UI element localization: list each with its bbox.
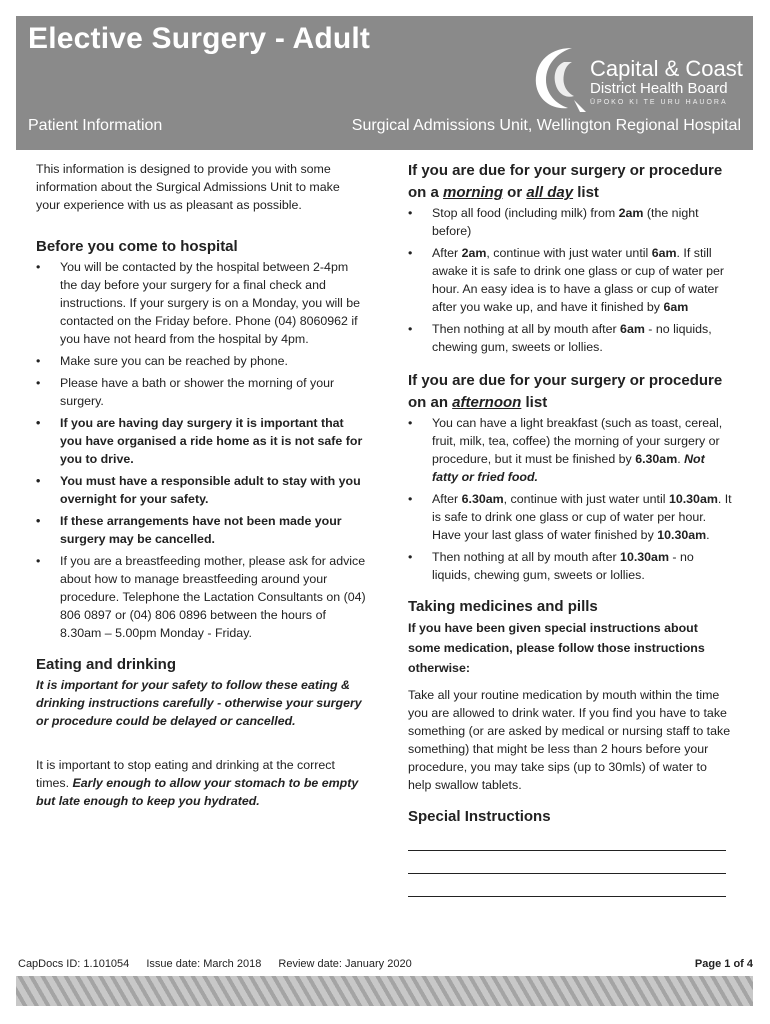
list-item: • You can have a light breakfast (such as toast, cereal, fruit, milk, tea, coffee) the morning of your surgery or procedure, but it must be finished by 6.30am. Not fatty or fried food. bbox=[408, 414, 733, 486]
footer bbox=[18, 958, 753, 970]
issue-date: Issue date: March 2018 bbox=[146, 958, 262, 970]
medicines-heading: Taking medicines and pills bbox=[408, 598, 598, 615]
list-item: • You must have a responsible adult to stay with you overnight for your safety. bbox=[36, 472, 366, 508]
morning-list bbox=[408, 204, 733, 356]
list-item: • If these arrangements have not been made your surgery may be cancelled. bbox=[36, 512, 366, 548]
before-hospital-list bbox=[36, 258, 366, 642]
capdocs-id: CapDocs ID: 1.101054 bbox=[18, 958, 130, 970]
page-number: Page 1 of 4 bbox=[694, 958, 753, 970]
list-item: • Make sure you can be reached by phone. bbox=[36, 352, 366, 370]
list-item: • You will be contacted by the hospital between 2-4pm the day before your surgery for a final check and instructions. If your surgery is on a Monday, you will be contacted on the Friday before. Phone (04) 8060962 if you have not heard from the hospital by 4pm. bbox=[36, 258, 366, 348]
document-title: Elective Surgery - Adult bbox=[28, 22, 371, 55]
header-banner bbox=[16, 16, 753, 150]
logo-line-1: Capital & Coast bbox=[590, 56, 743, 81]
ccdhb-logo bbox=[528, 42, 753, 112]
logo-line-2: District Health Board bbox=[590, 80, 728, 97]
list-item: • Then nothing at all by mouth after 6am - no liquids, chewing gum, sweets or lollies. bbox=[408, 320, 733, 356]
eating-drinking-heading: Eating and drinking bbox=[36, 656, 177, 673]
list-item: • After 6.30am, continue with just water until 10.30am. It is safe to drink one glass or cup of water per hour. Have your last glass of water finished by 10.30am. bbox=[408, 490, 733, 544]
medicines-paragraph: Take all your routine medication by mouth within the time you are allowed to drink water. If you find you have to take something (or are asked by medical or nursing staff to take something) that might be less than 2 hours before your procedure, you may take sips (up to 30mls) of water to help swallow tablets. bbox=[408, 688, 731, 792]
eating-warning: It is important for your safety to follow these eating & drinking instructions carefully - otherwise your surgery or procedure could be delayed or cancelled. bbox=[36, 678, 362, 728]
list-item: • If you are a breastfeeding mother, please ask for advice about how to manage breastfeeding around your procedure. Telephone the Lactation Consultants on (04) 806 0897 or (04) 806 0896 between the hours of 8.30am – 5.00pm Monday - Friday. bbox=[36, 552, 366, 642]
logo-swirl-icon bbox=[528, 42, 588, 114]
footer-pattern-band bbox=[16, 976, 753, 1006]
eating-paragraph-text: It is important to stop eating and drinking at the correct times. bbox=[36, 758, 335, 790]
subtitle-unit: Surgical Admissions Unit, Wellington Regional Hospital bbox=[351, 117, 741, 134]
before-hospital-heading: Before you come to hospital bbox=[36, 238, 238, 255]
eating-paragraph-emphasis: Early enough to allow your stomach to be empty but late enough to keep you hydrated. bbox=[36, 776, 359, 808]
afternoon-list bbox=[408, 414, 733, 584]
list-item: • After 2am, continue with just water until 6am. If still awake it is safe to drink one glass or cup of water per hour. An easy idea is to have a glass or cup of water after you wake up, and have it finished by 6am bbox=[408, 244, 733, 316]
list-item: • Stop all food (including milk) from 2am (the night before) bbox=[408, 204, 733, 240]
right-column bbox=[408, 160, 733, 897]
medicines-bold-note: If you have been given special instructions about some medication, please follow those instructions otherwise: bbox=[408, 621, 705, 675]
special-instructions-heading: Special Instructions bbox=[408, 808, 551, 825]
list-item: • Please have a bath or shower the morning of your surgery. bbox=[36, 374, 366, 410]
eating-paragraph bbox=[36, 756, 366, 810]
afternoon-list-heading: If you are due for your surgery or procedure on an afternoon list bbox=[408, 372, 723, 411]
intro-paragraph: This information is designed to provide you with some information about the Surgical Admissions Unit to make your experience with us as pleasant as possible. bbox=[36, 162, 340, 212]
special-instructions-line bbox=[408, 851, 726, 874]
logo-line-3: ŪPOKO KI TE URU HAUORA bbox=[590, 99, 728, 106]
morning-list-heading: If you are due for your surgery or procedure on a morning or all day list bbox=[408, 162, 723, 201]
list-item: • If you are having day surgery it is important that you have organised a ride home as it is not safe for you to drive. bbox=[36, 414, 366, 468]
special-instructions-line bbox=[408, 828, 726, 851]
special-instructions-line bbox=[408, 874, 726, 897]
review-date: Review date: January 2020 bbox=[278, 958, 412, 970]
list-item: • Then nothing at all by mouth after 10.30am - no liquids, chewing gum, sweets or lollies. bbox=[408, 548, 733, 584]
subtitle-patient-information: Patient Information bbox=[28, 117, 163, 134]
left-column bbox=[36, 160, 366, 810]
